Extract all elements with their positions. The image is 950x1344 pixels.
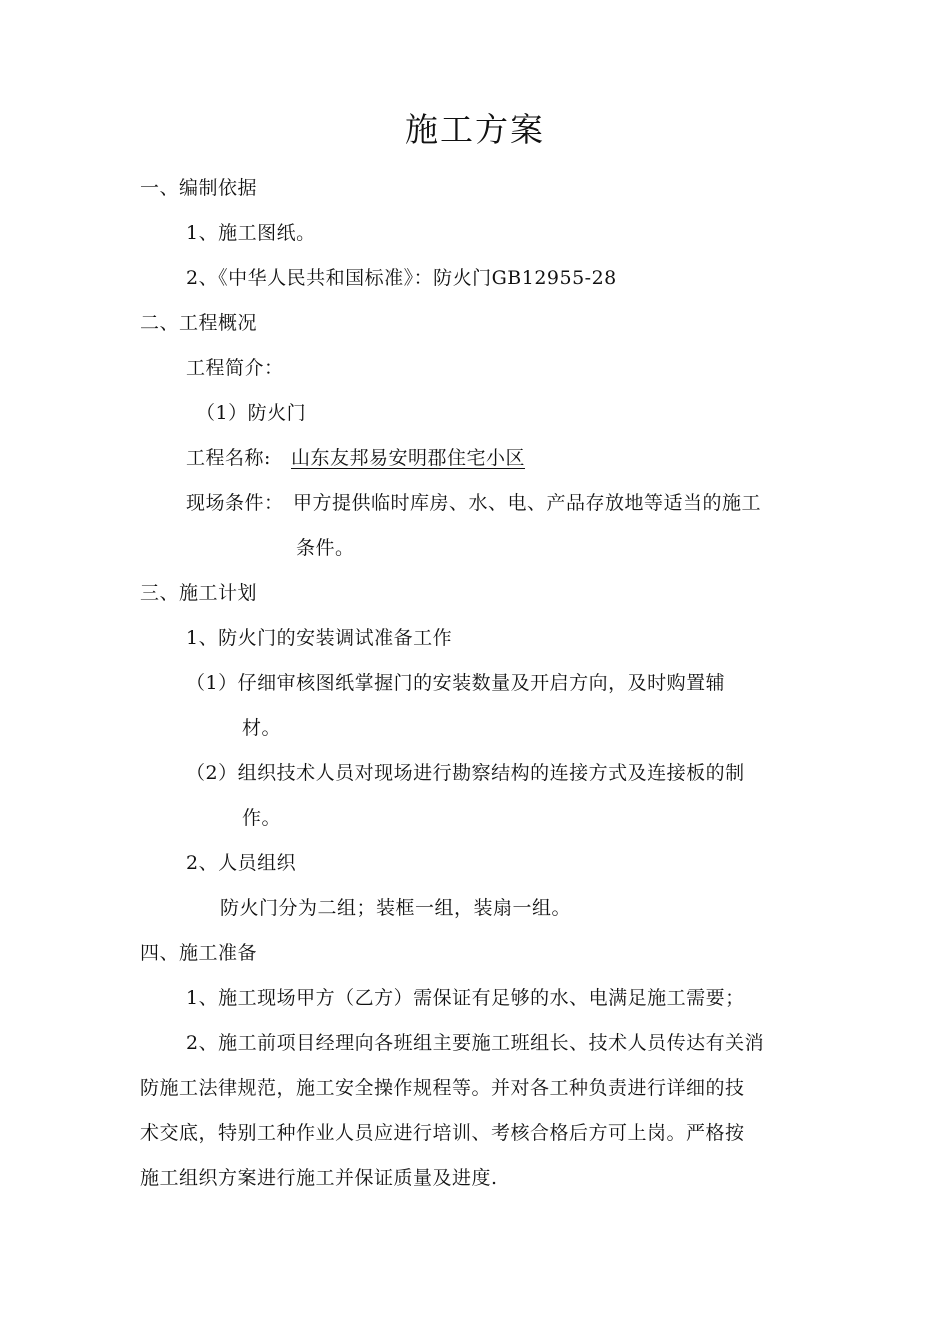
section-3-item-2-text: 防火门分为二组；装框一组，装扇一组。 [220, 897, 572, 919]
project-intro-label: 工程简介： [186, 357, 284, 379]
section-1-heading: 一、编制依据 [140, 177, 258, 199]
section-1-item-2: 2、《中华人民共和国标准》：防火门GB12955-28 [186, 267, 617, 289]
section-4-heading: 四、施工准备 [140, 942, 258, 964]
site-conditions-line-1: 甲方提供临时库房、水、电、产品存放地等适当的施工 [293, 492, 762, 514]
section-2-sub-1: （1）防火门 [196, 402, 307, 424]
project-name-value: 山东友邦易安明郡住宅小区 [291, 447, 526, 469]
section-4-item-2-line-1: 2、施工前项目经理向各班组主要施工班组长、技术人员传达有关消 [186, 1032, 765, 1054]
section-4-item-2-line-3: 术交底，特别工种作业人员应进行培训、考核合格后方可上岗。严格按 [140, 1122, 745, 1144]
document-title: 施工方案 [405, 110, 545, 149]
section-4-item-1: 1、施工现场甲方（乙方）需保证有足够的水、电满足施工需要； [186, 987, 745, 1009]
section-4-item-2-line-2: 防施工法律规范，施工安全操作规程等。并对各工种负责进行详细的技 [140, 1077, 745, 1099]
section-3-item-1: 1、防火门的安装调试准备工作 [186, 627, 453, 649]
section-3-item-2: 2、人员组织 [186, 852, 297, 874]
section-3-heading: 三、施工计划 [140, 582, 258, 604]
section-3-point-1-line-2: 材。 [242, 717, 282, 739]
section-3-point-2-line-1: （2）组织技术人员对现场进行勘察结构的连接方式及连接板的制 [186, 762, 745, 784]
site-conditions-line-2: 条件。 [296, 537, 355, 559]
section-2-heading: 二、工程概况 [140, 312, 258, 334]
site-conditions-label: 现场条件： [186, 492, 284, 514]
section-3-point-2-line-2: 作。 [242, 807, 282, 829]
project-name-label: 工程名称: [186, 447, 271, 469]
section-1-item-1: 1、施工图纸。 [186, 222, 316, 244]
section-3-point-1-line-1: （1）仔细审核图纸掌握门的安装数量及开启方向，及时购置辅 [186, 672, 726, 694]
section-4-item-2-line-4: 施工组织方案进行施工并保证质量及进度. [140, 1167, 498, 1189]
